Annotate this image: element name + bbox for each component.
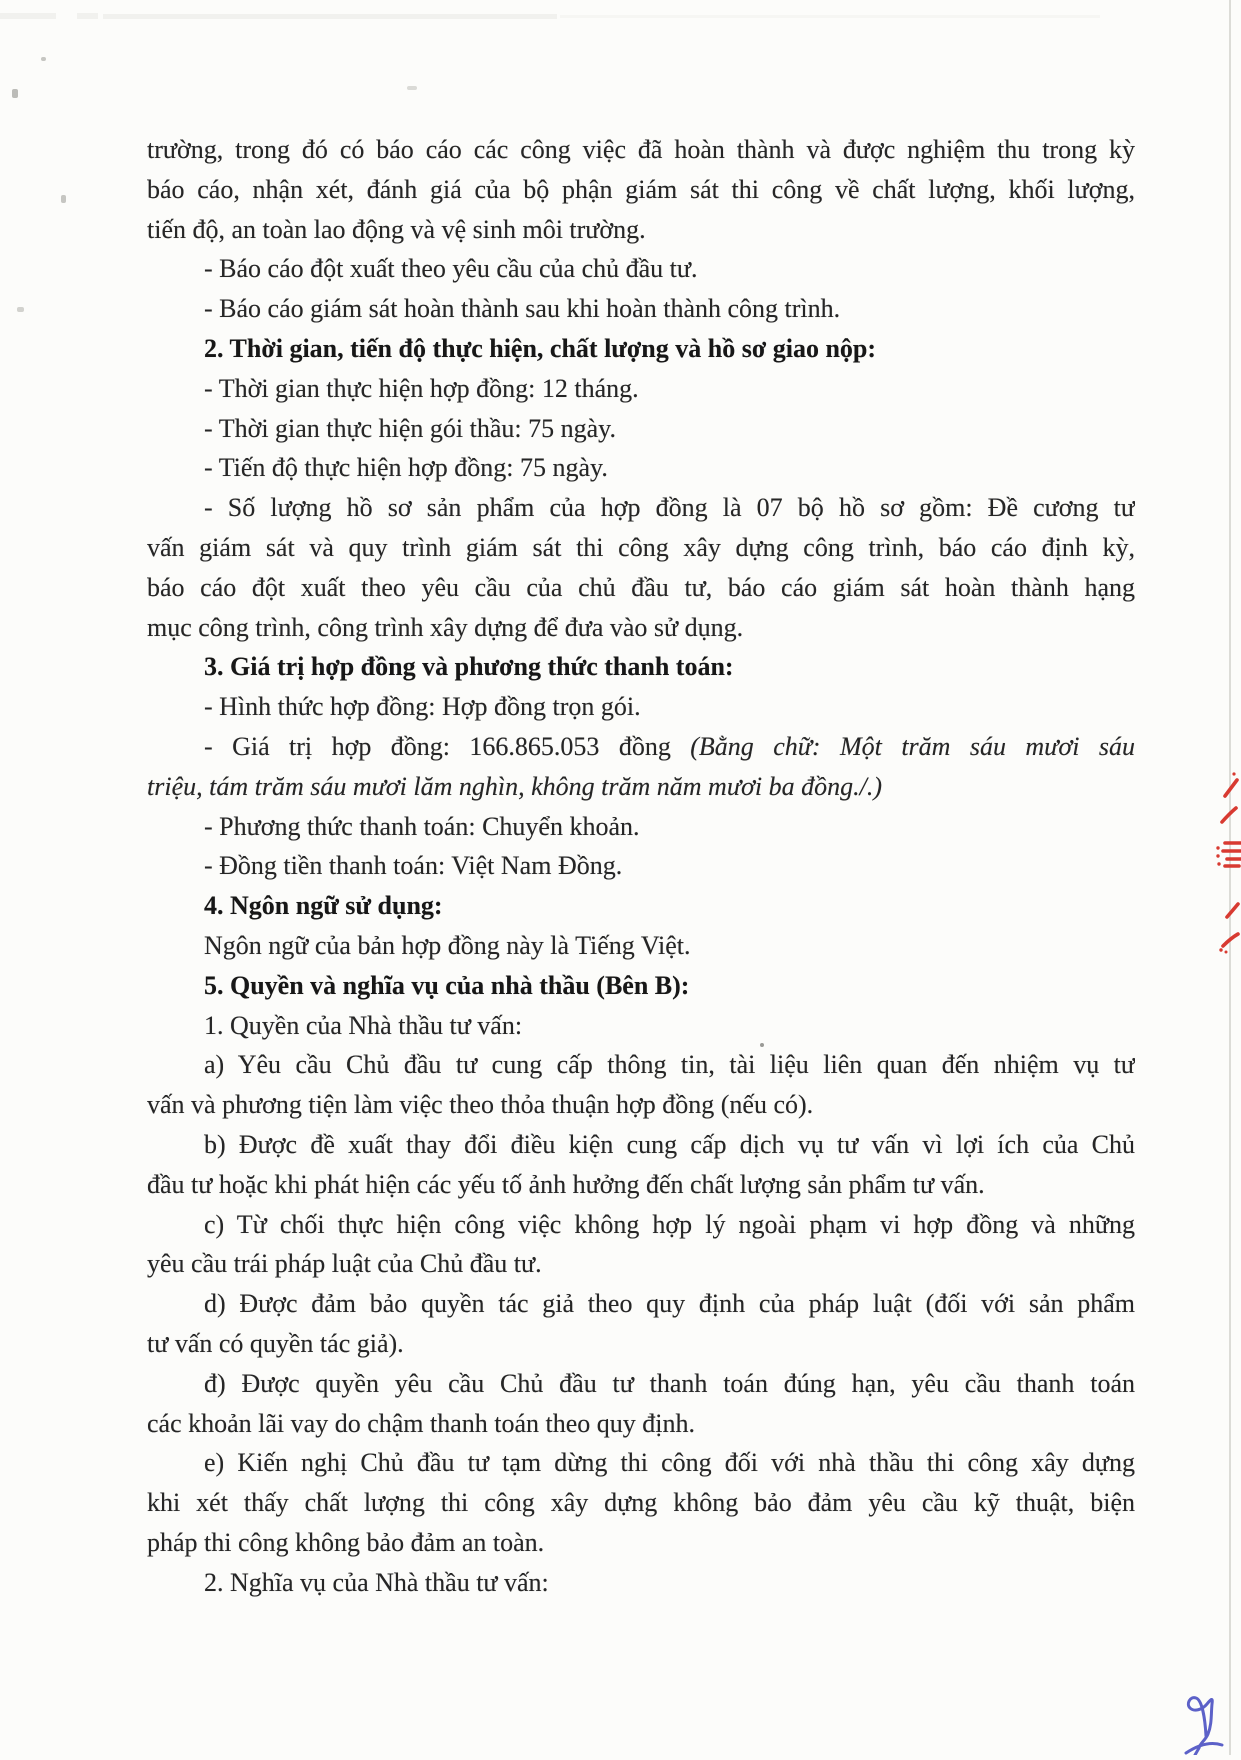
document-line: [147, 1006, 1135, 1046]
document-text: đ) Được quyền yêu cầu Chủ đầu tư thanh toán đúng hạn, yêu cầu thanh toán: [204, 1368, 1135, 1398]
document-line: [147, 409, 1135, 449]
red-ink-svg: [1205, 765, 1241, 980]
document-line: [147, 1045, 1135, 1085]
document-line: [147, 528, 1135, 568]
document-text: 3. Giá trị hợp đồng và phương thức thanh toán:: [204, 652, 734, 682]
document-text: 2. Thời gian, tiến độ thực hiện, chất lượng và hồ sơ giao nộp:: [204, 333, 877, 363]
document-line: [147, 289, 1135, 329]
document-text: yêu cầu trái pháp luật của Chủ đầu tư.: [147, 1249, 542, 1279]
document-line: [147, 608, 1135, 648]
document-text: vấn giám sát và quy trình giám sát thi công xây dựng công trình, báo cáo định kỳ,: [147, 532, 1135, 562]
document-line: [147, 568, 1135, 608]
document-line: [147, 886, 1135, 926]
document-line: [147, 926, 1135, 966]
scan-speck: [61, 195, 66, 203]
document-text-italic: (Bằng chữ: Một trăm sáu mươi sáu: [690, 731, 1135, 761]
document-line: [147, 1404, 1135, 1444]
document-text: Ngôn ngữ của bản hợp đồng này là Tiếng Việt.: [204, 930, 691, 960]
document-line: [147, 488, 1135, 528]
document-text: tư vấn có quyền tác giả).: [147, 1328, 404, 1358]
document-text: - Đồng tiền thanh toán: Việt Nam Đồng.: [204, 851, 623, 881]
document-text: a) Yêu cầu Chủ đầu tư cung cấp thông tin, tài liệu liên quan đến nhiệm vụ tư: [204, 1050, 1135, 1080]
scan-speck: [407, 86, 417, 90]
document-text: b) Được đề xuất thay đổi điều kiện cung cấp dịch vụ tư vấn vì lợi ích của Chủ: [204, 1129, 1135, 1159]
document-line: [147, 369, 1135, 409]
document-line: [147, 1563, 1135, 1603]
document-line: [147, 1443, 1135, 1483]
document-line: [147, 1523, 1135, 1563]
document-text: - Phương thức thanh toán: Chuyển khoản.: [204, 811, 640, 841]
document-text: - Số lượng hồ sơ sản phẩm của hợp đồng là 07 bộ hồ sơ gồm: Đề cương tư: [204, 493, 1135, 523]
document-text: vấn và phương tiện làm việc theo thỏa thuận hợp đồng (nếu có).: [147, 1090, 814, 1120]
red-ink-marks: [1205, 765, 1241, 985]
signature-mark: [1178, 1688, 1241, 1760]
document-text: - Báo cáo giám sát hoàn thành sau khi hoàn thành công trình.: [204, 294, 841, 324]
document-line: [147, 170, 1135, 210]
scan-speck: [12, 89, 18, 98]
contract-text-block: [147, 130, 1135, 1602]
document-text: c) Từ chối thực hiện công việc không hợp lý ngoài phạm vi hợp đồng và những: [204, 1209, 1135, 1239]
document-text: - Giá trị hợp đồng: 166.865.053 đồng: [204, 731, 691, 761]
document-text: tiến độ, an toàn lao động và vệ sinh môi trường.: [147, 214, 646, 244]
document-text: pháp thi công không bảo đảm an toàn.: [147, 1527, 545, 1557]
document-text: - Thời gian thực hiện hợp đồng: 12 tháng.: [204, 373, 639, 403]
document-text: e) Kiến nghị Chủ đầu tư tạm dừng thi công đối với nhà thầu thi công xây dựng: [204, 1448, 1135, 1478]
document-text: - Hình thức hợp đồng: Hợp đồng trọn gói.: [204, 692, 641, 722]
document-line: [147, 249, 1135, 289]
scan-artifact-top: [560, 15, 1100, 18]
document-text: báo cáo đột xuất theo yêu cầu của chủ đầu tư, báo cáo giám sát hoàn thành hạng: [147, 572, 1135, 602]
document-line: [147, 647, 1135, 687]
document-text: 1. Quyền của Nhà thầu tư vấn:: [204, 1010, 523, 1040]
document-text: đầu tư hoặc khi phát hiện các yếu tố ảnh hưởng đến chất lượng sản phẩm tư vấn.: [147, 1169, 985, 1199]
scan-speck: [17, 307, 24, 312]
document-line: [147, 1165, 1135, 1205]
document-line: [147, 1244, 1135, 1284]
document-text: 4. Ngôn ngữ sử dụng:: [204, 891, 443, 921]
document-line: [147, 767, 1135, 807]
document-text: các khoản lãi vay do chậm thanh toán theo quy định.: [147, 1408, 696, 1438]
document-line: [147, 130, 1135, 170]
document-line: [147, 687, 1135, 727]
document-line: [147, 1483, 1135, 1523]
document-line: [147, 448, 1135, 488]
document-line: [147, 1364, 1135, 1404]
document-text: - Báo cáo đột xuất theo yêu cầu của chủ đầu tư.: [204, 254, 698, 284]
document-line: [147, 210, 1135, 250]
document-line: [147, 1085, 1135, 1125]
document-text: 5. Quyền và nghĩa vụ của nhà thầu (Bên B):: [204, 970, 690, 1000]
document-text: - Thời gian thực hiện gói thầu: 75 ngày.: [204, 413, 616, 443]
document-line: [147, 807, 1135, 847]
document-text: 2. Nghĩa vụ của Nhà thầu tư vấn:: [204, 1567, 549, 1597]
scan-artifact-top: [77, 13, 98, 19]
document-line: [147, 727, 1135, 767]
scan-artifact-top: [103, 14, 557, 19]
document-line: [147, 329, 1135, 369]
scan-artifact-top: [0, 13, 56, 19]
document-text: trường, trong đó có báo cáo các công việc đã hoàn thành và được nghiệm thu trong kỳ: [147, 135, 1135, 164]
document-text: - Tiến độ thực hiện hợp đồng: 75 ngày.: [204, 453, 608, 483]
document-text: báo cáo, nhận xét, đánh giá của bộ phận giám sát thi công về chất lượng, khối lượng,: [147, 174, 1135, 204]
document-line: [147, 846, 1135, 886]
document-line: [147, 1324, 1135, 1364]
document-text: d) Được đảm bảo quyền tác giả theo quy định của pháp luật (đối với sản phẩm: [204, 1289, 1135, 1319]
document-text-italic: triệu, tám trăm sáu mươi lăm nghìn, không trăm năm mươi ba đồng./.): [147, 771, 882, 801]
document-line: [147, 966, 1135, 1006]
scan-speck: [41, 57, 46, 61]
document-line: [147, 1205, 1135, 1245]
document-text: khi xét thấy chất lượng thi công xây dựng không bảo đảm yêu cầu kỹ thuật, biện: [147, 1488, 1135, 1518]
document-line: [147, 1125, 1135, 1165]
document-line: [147, 1284, 1135, 1324]
signature-svg: [1178, 1688, 1241, 1755]
document-text: mục công trình, công trình xây dựng để đưa vào sử dụng.: [147, 612, 744, 642]
